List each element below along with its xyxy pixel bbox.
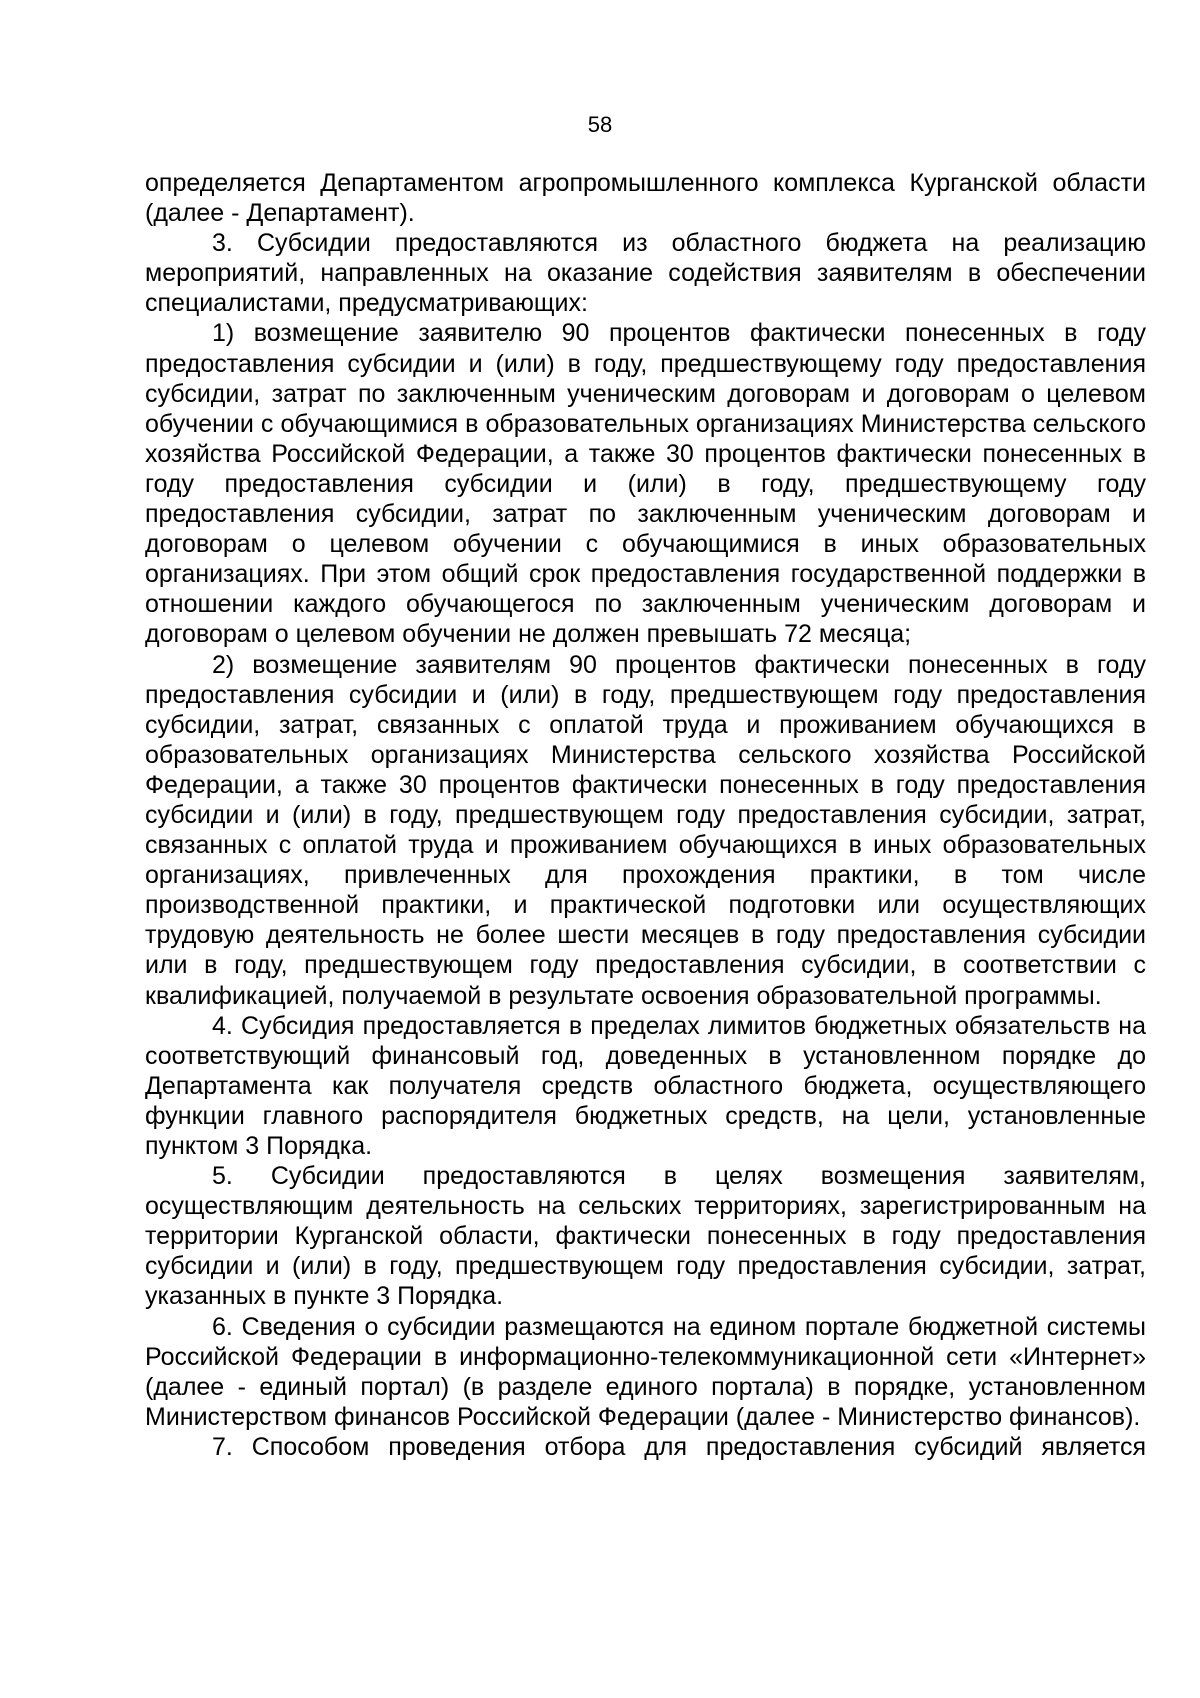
paragraph-item-2: 2) возмещение заявителям 90 процентов фактически понесенных в году предоставления субсидии и (или) в году, предшествующем году предоставления субсидии, затрат, связанных с оплатой труда и проживанием обучающихся в образовательных организациях Министерства сельского хозяйства Российской Федерации, а также 30 процентов фактически понесенных в году предоставления субсидии и (или) в году, предшествующем году предоставления субсидии, затрат, связанных с оплатой труда и проживанием обучающихся в иных образовательных организациях, привлеченных для прохождения практики, в том числе производственной практики, и практической подготовки или осуществляющих трудовую деятельность не более шести месяцев в году предоставления субсидии или в году, предшествующем году предоставления субсидии, в соответствии с квалификацией, получаемой в результате освоения образовательной программы. (145, 650, 1146, 1010)
page-number: 58 (587, 112, 613, 137)
paragraph-section-5: 5. Субсидии предоставляются в целях возмещения заявителям, осуществляющим деятельность на сельских территориях, зарегистрированным на территории Курганской области, фактически понесенных в году предоставления субсидии и (или) в году, предшествующем году предоставления субсидии, затрат, указанных в пункте 3 Порядка. (145, 1162, 1146, 1311)
document-body (145, 168, 1146, 1462)
paragraph-item-1: 1) возмещение заявителю 90 процентов фактически понесенных в году предоставления субсидии и (или) в году, предшествующему году предоставления субсидии, затрат по заключенным ученическим договорам и договорам о целевом обучении с обучающимися в образовательных организациях Министерства сельского хозяйства Российской Федерации, а также 30 процентов фактически понесенных в году предоставления субсидии и (или) в году, предшествующему году предоставления субсидии, затрат по заключенным ученическим договорам и договорам о целевом обучении с обучающимися в иных образовательных организациях. При этом общий срок предоставления государственной поддержки в отношении каждого обучающегося по заключенным ученическим договорам и договорам о целевом обучении не должен превышать 72 месяца; (145, 319, 1146, 649)
paragraph-section-4: 4. Субсидия предоставляется в пределах лимитов бюджетных обязательств на соответствующий финансовый год, доведенных в установленном порядке до Департамента как получателя средств областного бюджета, осуществляющего функции главного распорядителя бюджетных средств, на цели, установленные пунктом 3 Порядка. (145, 1011, 1146, 1160)
paragraph-section-6: 6. Сведения о субсидии размещаются на едином портале бюджетной системы Российской Федерации в информационно-телекоммуникационной сети «Интернет» (далее - единый портал) (в разделе единого портала) в порядке, установленном Министерством финансов Российской Федерации (далее - Министерство финансов). (145, 1312, 1146, 1431)
paragraph-department-definition: определяется Департаментом агропромышленного комплекса Курганской области (далее - Департамент). (145, 169, 1146, 228)
paragraph-section-7: 7. Способом проведения отбора для предоставления субсидий является (212, 1432, 1146, 1461)
paragraph-section-3: 3. Субсидии предоставляются из областного бюджета на реализацию мероприятий, направленных на оказание содействия заявителям в обеспечении специалистами, предусматривающих: (145, 229, 1146, 318)
